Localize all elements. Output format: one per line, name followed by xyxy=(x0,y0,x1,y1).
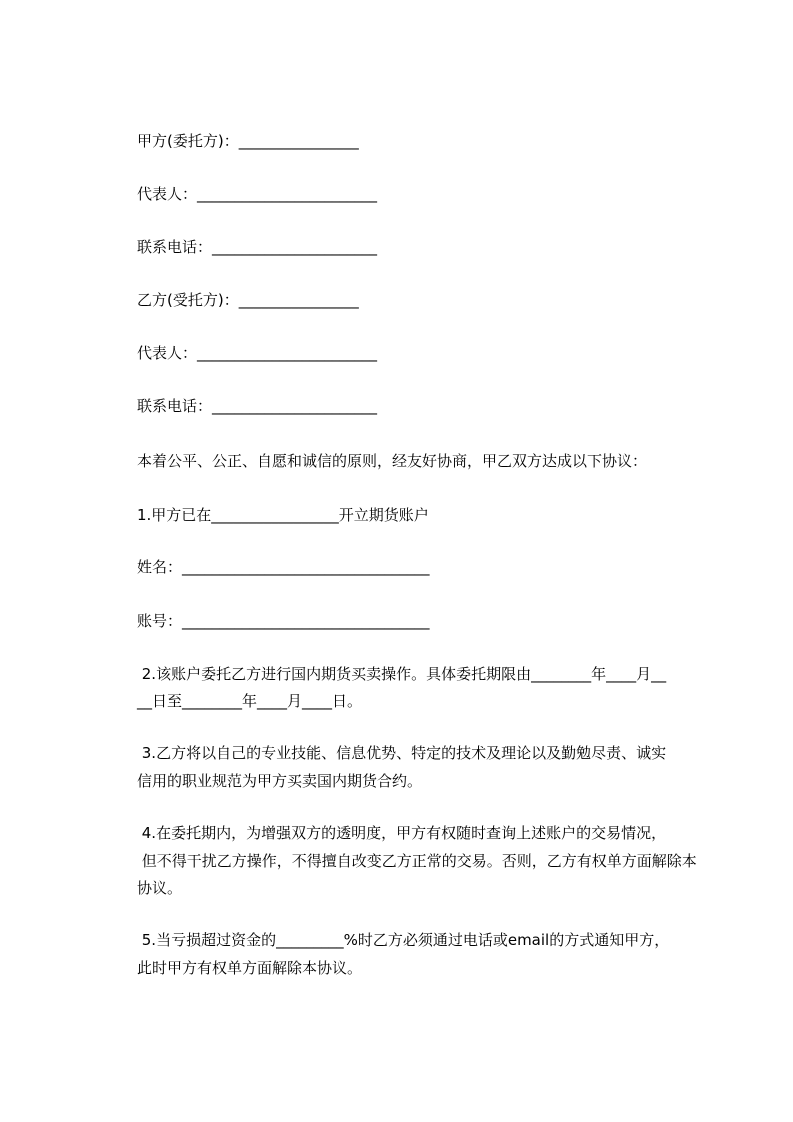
clause-4-line-3: 协议。 xyxy=(137,879,183,897)
clause-1: 1.甲方已在_________________开立期货账户 xyxy=(137,506,429,524)
account-blank: _________________________________ xyxy=(182,612,430,630)
party-b-label: 乙方(受托方)： xyxy=(137,291,239,309)
account-label: 账号： xyxy=(137,612,183,630)
clause-4-line-2: 但不得干扰乙方操作，不得擅自改变乙方正常的交易。否则，乙方有权单方面解除本 xyxy=(137,852,697,870)
clause-5-line-1: 5.当亏损超过资金的_________%时乙方必须通过电话或email的方式通知甲方， xyxy=(137,931,670,949)
party-a-blank: ________________ xyxy=(238,132,359,150)
rep-b-line xyxy=(137,343,377,363)
rep-b-blank: ________________________ xyxy=(197,344,378,362)
phone-a-blank: ______________________ xyxy=(212,238,378,256)
phone-b-label: 联系电话： xyxy=(137,397,213,415)
rep-a-blank: ________________________ xyxy=(197,185,378,203)
party-b-line xyxy=(137,290,359,310)
phone-a-line xyxy=(137,237,377,257)
clause-2-line-1: 2.该账户委托乙方进行国内期货买卖操作。具体委托期限由________年____月__ xyxy=(137,665,667,683)
clause-5-line-2: 此时甲方有权单方面解除本协议。 xyxy=(137,959,363,977)
phone-b-line xyxy=(137,396,377,416)
intro-paragraph: 本着公平、公正、自愿和诚信的原则，经友好协商，甲乙双方达成以下协议： xyxy=(137,452,648,470)
clause-3-line-1: 3.乙方将以自己的专业技能、信息优势、特定的技术及理论以及勤勉尽责、诚实 xyxy=(137,744,667,762)
clause-3-line-2: 信用的职业规范为甲方买卖国内期货合约。 xyxy=(137,772,423,790)
phone-b-blank: ______________________ xyxy=(212,397,378,415)
rep-a-label: 代表人： xyxy=(137,185,198,203)
clause-4-line-1: 4.在委托期内，为增强双方的透明度，甲方有权随时查询上述账户的交易情况， xyxy=(137,824,667,842)
phone-a-label: 联系电话： xyxy=(137,238,213,256)
party-a-label: 甲方(委托方)： xyxy=(137,132,239,150)
name-label: 姓名： xyxy=(137,558,183,576)
name-line xyxy=(137,557,430,577)
rep-b-label: 代表人： xyxy=(137,344,198,362)
clause-2-line-2: __日至________年____月____日。 xyxy=(137,692,363,710)
rep-a-line xyxy=(137,184,377,204)
name-blank: _________________________________ xyxy=(182,558,430,576)
party-b-blank: ________________ xyxy=(238,291,359,309)
account-line xyxy=(137,611,430,631)
party-a-line xyxy=(137,131,359,151)
